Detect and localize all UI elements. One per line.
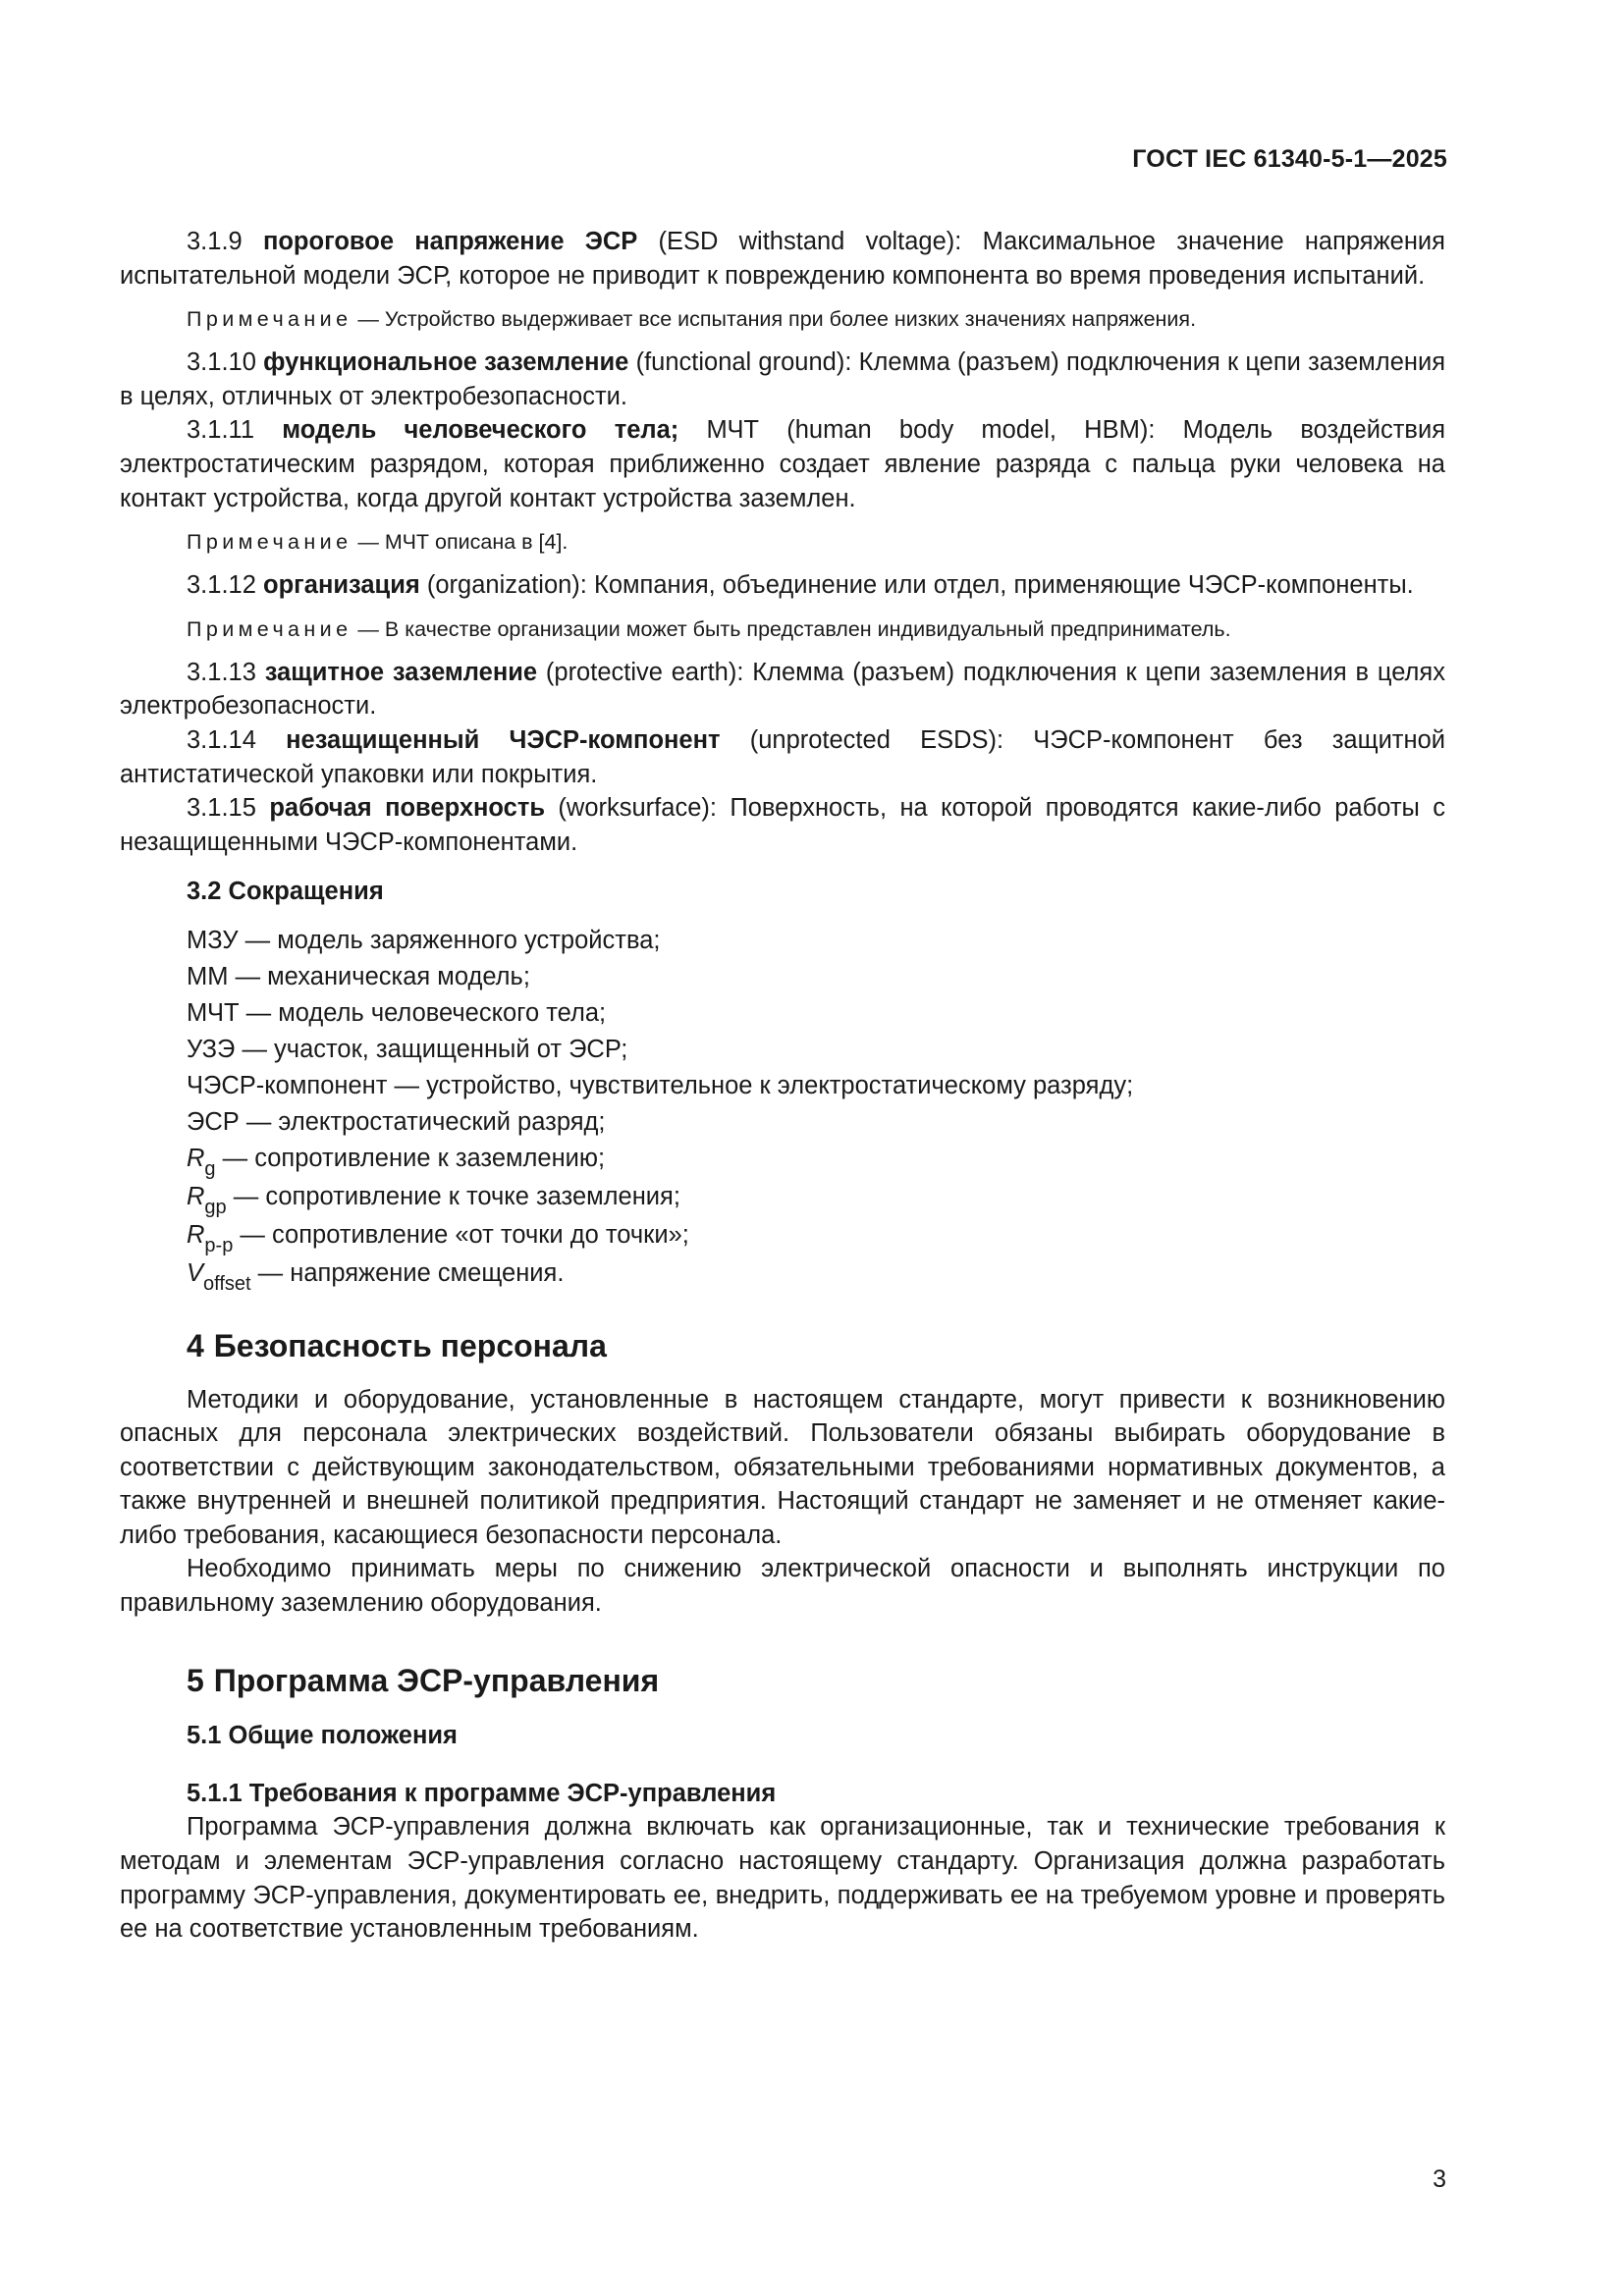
page-number: 3 bbox=[1433, 2165, 1446, 2193]
section-5-1-1-paragraph: Программа ЭСР-управления должна включать как организационные, так и технические требования к методам и элементам ЭСР-управления согласно настоящему стандарту. Организация должна разработать программу ЭСР-управления, документировать ее, внедрить, поддерживать ее на требуемом уровне и проверять ее на соответствие установленным требованиям. bbox=[120, 1813, 1445, 1944]
note-dash: — bbox=[352, 616, 385, 641]
definition-3-1-10 bbox=[120, 346, 1445, 413]
abbreviation-item: УЗЭ — участок, защищенный от ЭСР; bbox=[187, 1035, 628, 1063]
section-5-1-heading: 5.1 Общие положения bbox=[187, 1722, 458, 1750]
page-content bbox=[120, 225, 1445, 1947]
note-label: Примечание bbox=[187, 616, 352, 641]
section-number: 4 bbox=[187, 1327, 204, 1363]
abbreviation-item: МЧТ — модель человеческого тела; bbox=[187, 998, 607, 1027]
note bbox=[120, 302, 1445, 336]
symbol-text: — напряжение смещения. bbox=[250, 1258, 565, 1287]
symbol-text: — сопротивление «от точки до точки»; bbox=[233, 1220, 689, 1249]
abbreviation-item: ММ — механическая модель; bbox=[187, 962, 530, 990]
definition-number: 3.1.9 bbox=[187, 228, 243, 255]
definition-number: 3.1.12 bbox=[187, 571, 256, 600]
definition-3-1-13 bbox=[120, 656, 1445, 723]
section-4-heading bbox=[187, 1329, 1445, 1363]
definition-term: защитное заземление bbox=[264, 658, 538, 686]
definition-text: (organization): Компания, объединение или отдел, применяющие ЧЭСР-компоненты. bbox=[419, 571, 1414, 600]
symbol-item bbox=[187, 1179, 1445, 1217]
section-4-paragraph: Необходимо принимать меры по снижению электрической опасности и выполнять инструкции по правильному заземлению оборудования. bbox=[120, 1555, 1445, 1618]
note-dash: — bbox=[352, 530, 385, 555]
definition-text: (functional ground): Клемма (разъем) подключения к цепи заземления в целях, отличных от электробезопасности. bbox=[120, 348, 1446, 410]
note bbox=[120, 525, 1445, 559]
definition-term: рабочая поверхность bbox=[269, 794, 545, 823]
definition-text: (unprotected ESDS): ЧЭСР-компонент без защитной антистатической упаковки или покрытия. bbox=[120, 725, 1445, 788]
definition-3-1-9 bbox=[120, 225, 1445, 293]
note-text: Устройство выдерживает все испытания при более низких значениях напряжения. bbox=[384, 307, 1197, 332]
symbol-subscript: offset bbox=[203, 1272, 251, 1295]
note-dash: — bbox=[352, 307, 385, 332]
definition-term: незащищенный ЧЭСР-компонент bbox=[286, 725, 721, 754]
definition-term: организация bbox=[263, 571, 420, 600]
definition-3-1-11 bbox=[120, 413, 1445, 515]
note-label: Примечание bbox=[187, 307, 352, 332]
section-title: Программа ЭСР-управления bbox=[213, 1662, 660, 1698]
symbol: V bbox=[187, 1258, 204, 1287]
definition-number: 3.1.13 bbox=[187, 658, 256, 686]
definition-3-1-12 bbox=[120, 568, 1445, 603]
definition-text: (worksurface): Поверхность, на которой проводятся какие-либо работы с незащищенными ЧЭСР-компонентами. bbox=[120, 794, 1446, 856]
definition-term: пороговое напряжение ЭСР bbox=[262, 228, 638, 255]
note bbox=[120, 613, 1445, 646]
definition-term: функциональное заземление bbox=[263, 348, 629, 377]
symbol-item bbox=[187, 1255, 1445, 1294]
symbol-text: — сопротивление к заземлению; bbox=[215, 1144, 606, 1172]
section-3-2-heading: 3.2 Сокращения bbox=[187, 878, 384, 906]
symbol-subscript: p-p bbox=[204, 1234, 234, 1256]
definition-text: МЧТ (human body model, HBM): Модель воздействия электростатическим разрядом, которая приближенно создает явление разряда с пальца руки человека на контакт устройства, когда другой контакт устройства заземлен. bbox=[120, 416, 1446, 512]
definition-3-1-14 bbox=[120, 723, 1445, 791]
definition-term: модель человеческого тела; bbox=[282, 416, 679, 445]
symbol: R bbox=[187, 1144, 205, 1172]
note-text: МЧТ описана в [4]. bbox=[384, 530, 568, 555]
symbol-subscript: g bbox=[204, 1157, 216, 1180]
section-4-paragraph: Методики и оборудование, установленные в настоящем стандарте, могут привести к возникновению опасных для персонала электрических воздействий. Пользователи обязаны выбирать оборудование в соответствии с действующим законодательством, обязательными требованиями нормативных документов, а также внутренней и внешней политикой предприятия. Настоящий стандарт не заменяет и не отменяет какие-либо требования, касающиеся безопасности персонала. bbox=[120, 1385, 1445, 1549]
abbreviation-item: ЭСР — электростатический разряд; bbox=[187, 1107, 606, 1136]
abbreviation-item: МЗУ — модель заряженного устройства; bbox=[187, 926, 661, 954]
definition-number: 3.1.10 bbox=[187, 348, 256, 377]
definition-text: (protective earth): Клемма (разъем) подключения к цепи заземления в целях электробезопасности. bbox=[120, 658, 1445, 721]
note-label: Примечание bbox=[187, 530, 352, 555]
abbreviation-list bbox=[187, 923, 1445, 1294]
symbol: R bbox=[187, 1182, 205, 1210]
definition-3-1-15 bbox=[120, 791, 1445, 859]
document-header: ГОСТ IEC 61340-5-1—2025 bbox=[1132, 145, 1447, 173]
note-text: В качестве организации может быть представлен индивидуальный предприниматель. bbox=[384, 616, 1231, 641]
section-number: 5 bbox=[187, 1662, 204, 1698]
section-title: Безопасность персонала bbox=[213, 1327, 607, 1363]
definition-text: (ESD withstand voltage): Максимальное значение напряжения испытательной модели ЭСР, которое не приводит к повреждению компонента во время проведения испытаний. bbox=[120, 228, 1445, 290]
symbol-subscript: gp bbox=[204, 1196, 227, 1218]
abbreviation-item: ЧЭСР-компонент — устройство, чувствительное к электростатическому разряду; bbox=[187, 1071, 1134, 1099]
section-5-1-1-heading: 5.1.1 Требования к программе ЭСР-управления bbox=[187, 1779, 777, 1807]
symbol-item bbox=[187, 1141, 1445, 1179]
symbol: R bbox=[187, 1220, 205, 1249]
symbol-text: — сопротивление к точке заземления; bbox=[226, 1182, 680, 1210]
definition-number: 3.1.14 bbox=[187, 725, 256, 754]
definition-number: 3.1.15 bbox=[187, 794, 256, 823]
section-5-heading bbox=[187, 1664, 1445, 1698]
definition-number: 3.1.11 bbox=[187, 416, 255, 445]
symbol-item bbox=[187, 1217, 1445, 1255]
